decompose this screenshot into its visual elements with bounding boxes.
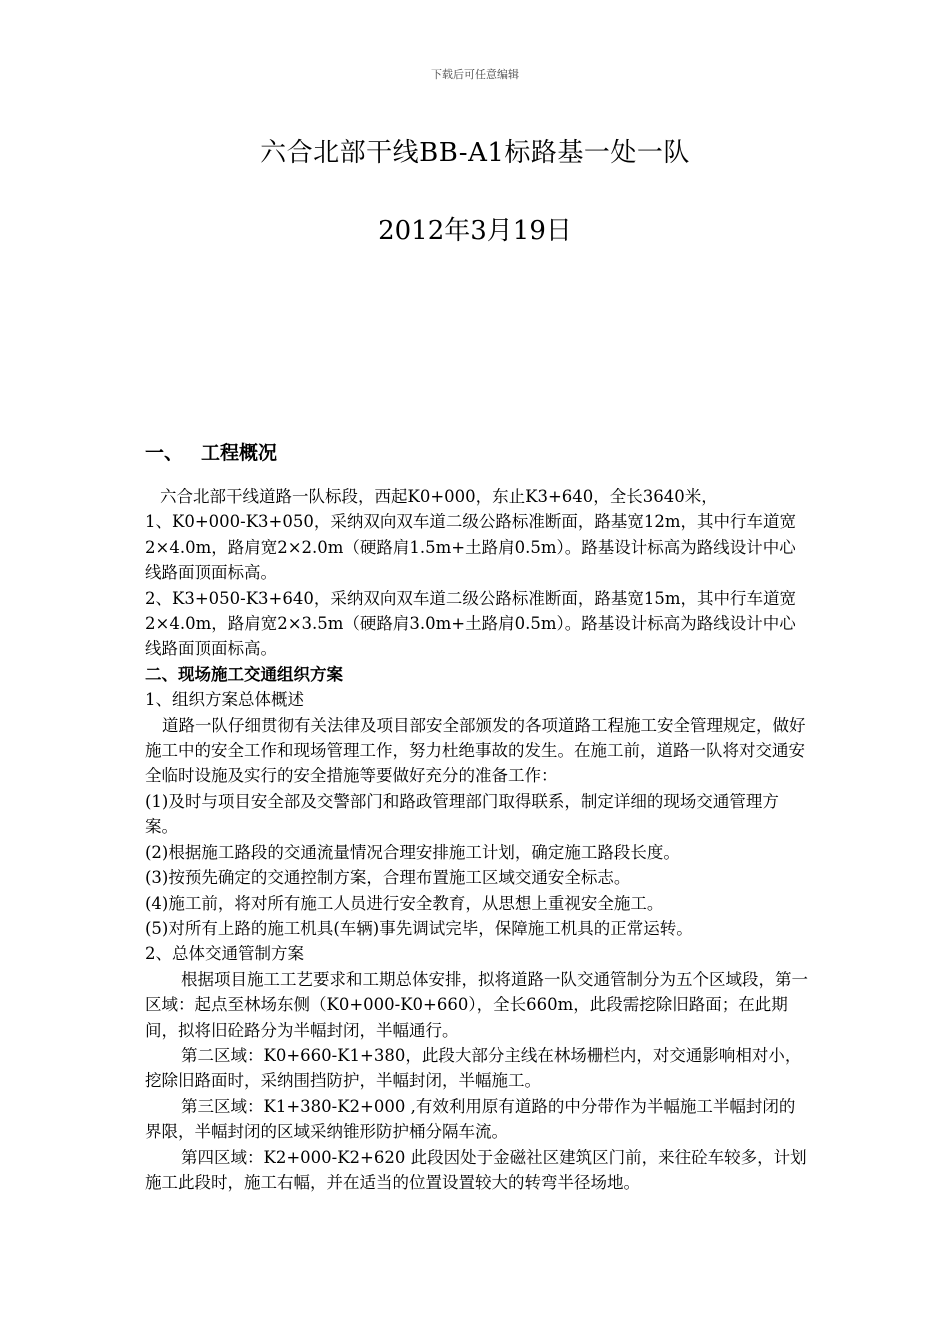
document-date: 2012年3月19日 xyxy=(378,216,572,246)
document-body xyxy=(145,484,810,1195)
paragraph-overview: 道路一队仔细贯彻有关法律及项目部安全部颁发的各项道路工程施工安全管理规定，做好施工中的安全工作和现场管理工作，努力杜绝事故的发生。在施工前，道路一队将对交通安全临时设施及实行的安全措施等要做好充分的准备工作： xyxy=(145,715,806,786)
section-title: 工程概况 xyxy=(201,442,278,464)
header-note: 下载后可任意编辑 xyxy=(431,68,519,81)
paragraph-zone-1: 根据项目施工工艺要求和工期总体安排，拟将道路一队交通管制分为五个区域段，第一区域：起点至林场东侧（K0+000-K0+660），全长660m，此段需挖除旧路面；在此期间，拟将旧砼路分为半幅封闭，半幅通行。 xyxy=(145,969,808,1040)
list-item: (1)及时与项目安全部及交警部门和路政管理部门取得联系，制定详细的现场交通管理方案。 xyxy=(145,791,779,837)
list-item: (2)根据施工路段的交通流量情况合理安排施工计划，确定施工路段长度。 xyxy=(145,842,680,862)
list-item: (3)按预先确定的交通控制方案，合理布置施工区域交通安全标志。 xyxy=(145,868,631,888)
list-item: (4)施工前，将对所有施工人员进行安全教育，从思想上重视安全施工。 xyxy=(145,893,664,913)
section-heading-overview xyxy=(145,438,277,465)
section-number: 一、 xyxy=(145,442,184,464)
paragraph-intro: 六合北部干线道路一队标段，西起K0+000，东止K3+640，全长3640米， xyxy=(160,487,718,506)
list-item: (5)对所有上路的施工机具(车辆)事先调试完毕，保障施工机具的正常运转。 xyxy=(145,918,693,938)
paragraph-zone-2: 第二区域：K0+660-K1+380，此段大部分主线在林场栅栏内，对交通影响相对小，挖除旧路面时，采纳围挡防护，半幅封闭，半幅施工。 xyxy=(145,1045,802,1091)
paragraph-zone-3: 第三区域：K1+380-K2+000 ,有效利用原有道路的中分带作为半幅施工半幅封闭的界限，半幅封闭的区域采纳锥形防护桶分隔车流。 xyxy=(145,1096,796,1142)
paragraph-zone-4: 第四区域：K2+000-K2+620 此段因处于金磁社区建筑区门前，来往砼车较多，计划施工此段时，施工右幅，并在适当的位置设置较大的转弯半径场地。 xyxy=(145,1147,807,1192)
document-title: 六合北部干线BB-A1标路基一处一队 xyxy=(260,138,690,168)
subheading-overview: 1、组织方案总体概述 xyxy=(145,690,304,710)
subheading-traffic-control: 2、总体交通管制方案 xyxy=(145,944,304,964)
section-heading-traffic: 二、现场施工交通组织方案 xyxy=(145,664,343,684)
paragraph-item-1: 1、K0+000-K3+050，采纳双向双车道二级公路标准断面，路基宽12m，其中行车道宽2×4.0m，路肩宽2×2.0m（硬路肩1.5m+土路肩0.5m）。路基设计标高为路线设计中心线路面顶面标高。 xyxy=(145,512,797,583)
paragraph-item-2: 2、K3+050-K3+640，采纳双向双车道二级公路标准断面，路基宽15m，其中行车道宽2×4.0m，路肩宽2×3.5m（硬路肩3.0m+土路肩0.5m）。路基设计标高为路线设计中心线路面顶面标高。 xyxy=(145,588,797,659)
